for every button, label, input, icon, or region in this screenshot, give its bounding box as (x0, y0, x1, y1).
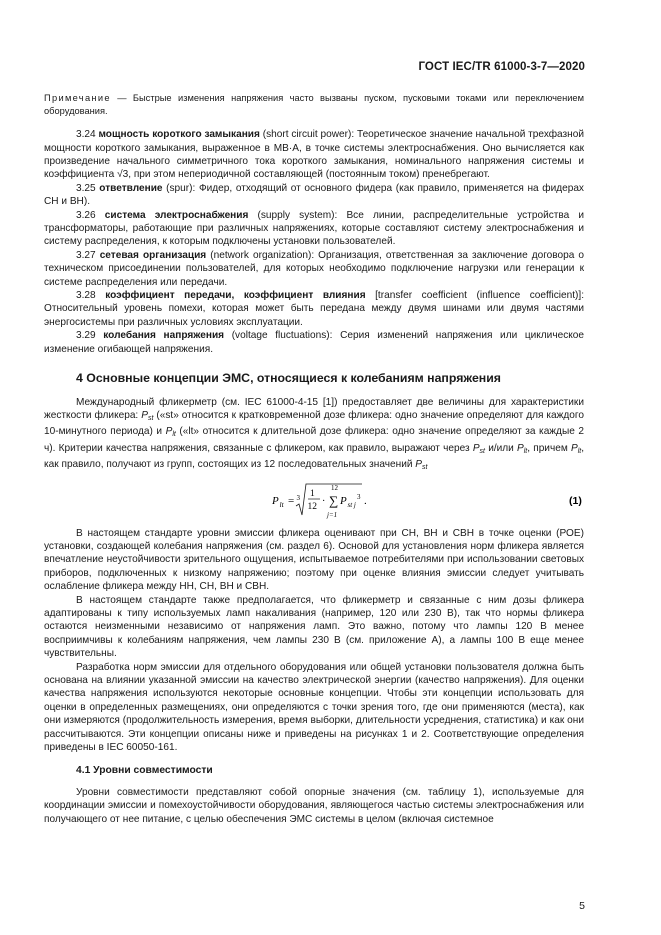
formula-lhs-sub: lt (279, 499, 284, 509)
section-4-paragraph-1 (44, 396, 584, 475)
term-name: колебания напряжения (103, 330, 225, 342)
sum-sign: ∑ (329, 492, 339, 508)
section-4-paragraph-4: Разработка норм эмиссии для отдельного оборудования или общей установки пользователя должна быть основана на влиянии указанной эмиссии на качество электрической энергии (качество напряжения). Для оценки качества напряжения используются некоторые основные концепции. Чтобы эти концепции использовать для оценки в определенных размещениях, они определяются с точки зрения того, где они применяются (места), как они измеряются (продолжительность измерения, время выборки, длительности усреднения, статистика) и как они рассчитываются. Эти концепции описаны ниже и приведены на рисунках 1 и 2. Соответствующие определения приведены в IEC 60050-161. (44, 661, 584, 754)
term-3-24 (44, 128, 584, 182)
formula-frac-den: 12 (307, 501, 317, 512)
pst-symbol: $P_{st}$ (415, 459, 428, 472)
term-number: 3.29 (76, 330, 104, 342)
formula-graphic (44, 477, 584, 521)
formula-term-sub: st j (347, 500, 356, 509)
term-3-26 (44, 209, 584, 249)
term-3-28 (44, 289, 584, 329)
term-number: 3.27 (76, 249, 100, 261)
formula-end: . (364, 494, 367, 507)
formula-power: 3 (357, 492, 361, 501)
pst-symbol: $P_{st}$ (472, 442, 485, 455)
section-4-1-heading: 4.1 Уровни совместимости (76, 765, 213, 777)
section-4-heading: 4 Основные концепции ЭМС, относящиеся к колебаниям напряжения (76, 371, 501, 386)
pst-symbol: $P_{st}$ (141, 409, 154, 422)
text-run: («st» относится к кратковременной дозе фликера: одно значение определяют для каждого 10-минутного периода) и (44, 409, 584, 438)
term-number: 3.24 (76, 129, 99, 141)
document-body (44, 92, 584, 826)
term-definition: (supply system): Все линии, распределительные устройства и трансформаторы, работающие при различных напряжениях, которые составляют систему электроснабжения и систему распределения, к которым подключены установки пользователей. (44, 209, 585, 248)
page-number: 5 (579, 900, 585, 912)
term-definition: (spur): Фидер, отходящий от основного фидера (как правило, применяется на фидерах СН и ВН). (44, 182, 584, 208)
formula-dot: · (322, 495, 326, 507)
text-run: , причем (527, 442, 571, 454)
note-text: — Быстрые изменения напряжения часто вызваны пуском, пусковыми токами или переключением оборудования. (44, 93, 584, 116)
document-header: ГОСТ IEC/TR 61000-3-7—2020 (418, 61, 585, 73)
term-number: 3.25 (76, 182, 100, 194)
formula-lhs: P (272, 494, 279, 507)
plt-symbol: $P_{lt}$ (517, 442, 528, 455)
formula-sum-top: 12 (331, 483, 338, 492)
term-definition: (short circuit power): Теоретическое значение начальной трехфазной мощности короткого замыкания, выраженное в МВ·А, в точке системы электроснабжения. Оно вычисляется как произведение начального симметричного тока короткого замыкания, номинального напряжения системы и коэффициента √3, при этом непериодичной составляющей (постоянным током) пренебрегают. (44, 129, 585, 181)
term-definition: (voltage fluctuations): Серия изменений напряжения или циклическое изменение огибающей напряжения. (44, 330, 584, 355)
note (44, 92, 584, 117)
term-definition: (network organization): Организация, ответственная за заключение договора о техническом присоединении пользователей, для которых необходимо подключение нагрузки или генерации к системе распределения или передачи. (44, 249, 585, 288)
formula-frac-num: 1 (310, 488, 315, 499)
section-4-paragraph-2: В настоящем стандарте уровни эмиссии фликера оценивают при СН, ВН и СВН в точке оценки (РОЕ) установки, создающей колебания напряжения (см. раздел 6). Основой для установления норм фликера является впечатление неустойчивости зрительного ощущения, испытываемое потребителями при использовании световых приборов, подключенных к низкому напряжению; поэтому при оценке влияния эмиссии следует учитывать ослабление фликера между НН, СН, ВН и СВН. (44, 527, 584, 593)
section-4-1-paragraph-1: Уровни совместимости представляют собой опорные значения (см. таблицу 1), используемые для координации эмиссии и помехоустойчивости оборудования, являющегося частью системы электроснабжения или получающего от нее питание, с целью обеспечения ЭМС системы в целом (включая системное (44, 786, 584, 825)
formula-sum-bottom: j=1 (327, 510, 338, 519)
plt-symbol: $P_{lt}$ (165, 426, 176, 439)
text-run: и/или (485, 442, 517, 454)
term-3-29 (44, 329, 584, 356)
formula-term: P (340, 494, 347, 507)
term-number: 3.26 (76, 209, 105, 221)
term-3-25 (44, 182, 584, 209)
section-4-paragraph-3: В настоящем стандарте также предполагается, что фликерметр и связанные с ним дозы фликера адаптированы к типу используемых ламп накаливания (например, 120 или 230 В), так что нормы фликера остаются неизменными независимо от напряжения ламп. Это важно, потому что лампы 120 В менее восприимчивы к колебаниям напряжения, чем лампы 230 В (см. приложение А), а лампы 100 В еще менее чувствительны. (44, 594, 584, 660)
plt-symbol: $P_{lt}$ (570, 442, 582, 455)
term-name: сетевая организация (99, 249, 207, 261)
term-name: коэффициент передачи, коэффициент влияния (105, 290, 366, 302)
note-label: Примечание (44, 93, 111, 103)
term-3-27 (44, 249, 584, 289)
formula-1 (44, 477, 584, 521)
formula-root-index: 3 (296, 493, 300, 502)
term-name: ответвление (99, 182, 163, 194)
formula-number: (1) (569, 494, 582, 507)
formula-eq: = (288, 494, 295, 507)
term-name: система электроснабжения (104, 209, 249, 221)
term-number: 3.28 (76, 290, 106, 302)
text-run: Международный фликерметр (см. IEC 61000-4-15 [1]) предоставляет две величины для характеристики жесткости фликера: (44, 396, 584, 421)
term-definition: [transfer coefficient (influence coefficient)]: Относительный уровень помехи, которая может быть передана между двумя шинами или двумя частями энергосистемы при различных условиях эксплуатации. (44, 290, 584, 328)
text-run: , как правило, получают из групп, состоящих из 12 последовательных значений (44, 442, 584, 471)
text-run: («lt» относится к длительной дозе фликера: одно значение определяют за каждые 2 ч). Критерии качества напряжения, связанные с фликером, как правило, выражают через (44, 426, 584, 454)
term-name: мощность короткого замыкания (98, 129, 260, 141)
